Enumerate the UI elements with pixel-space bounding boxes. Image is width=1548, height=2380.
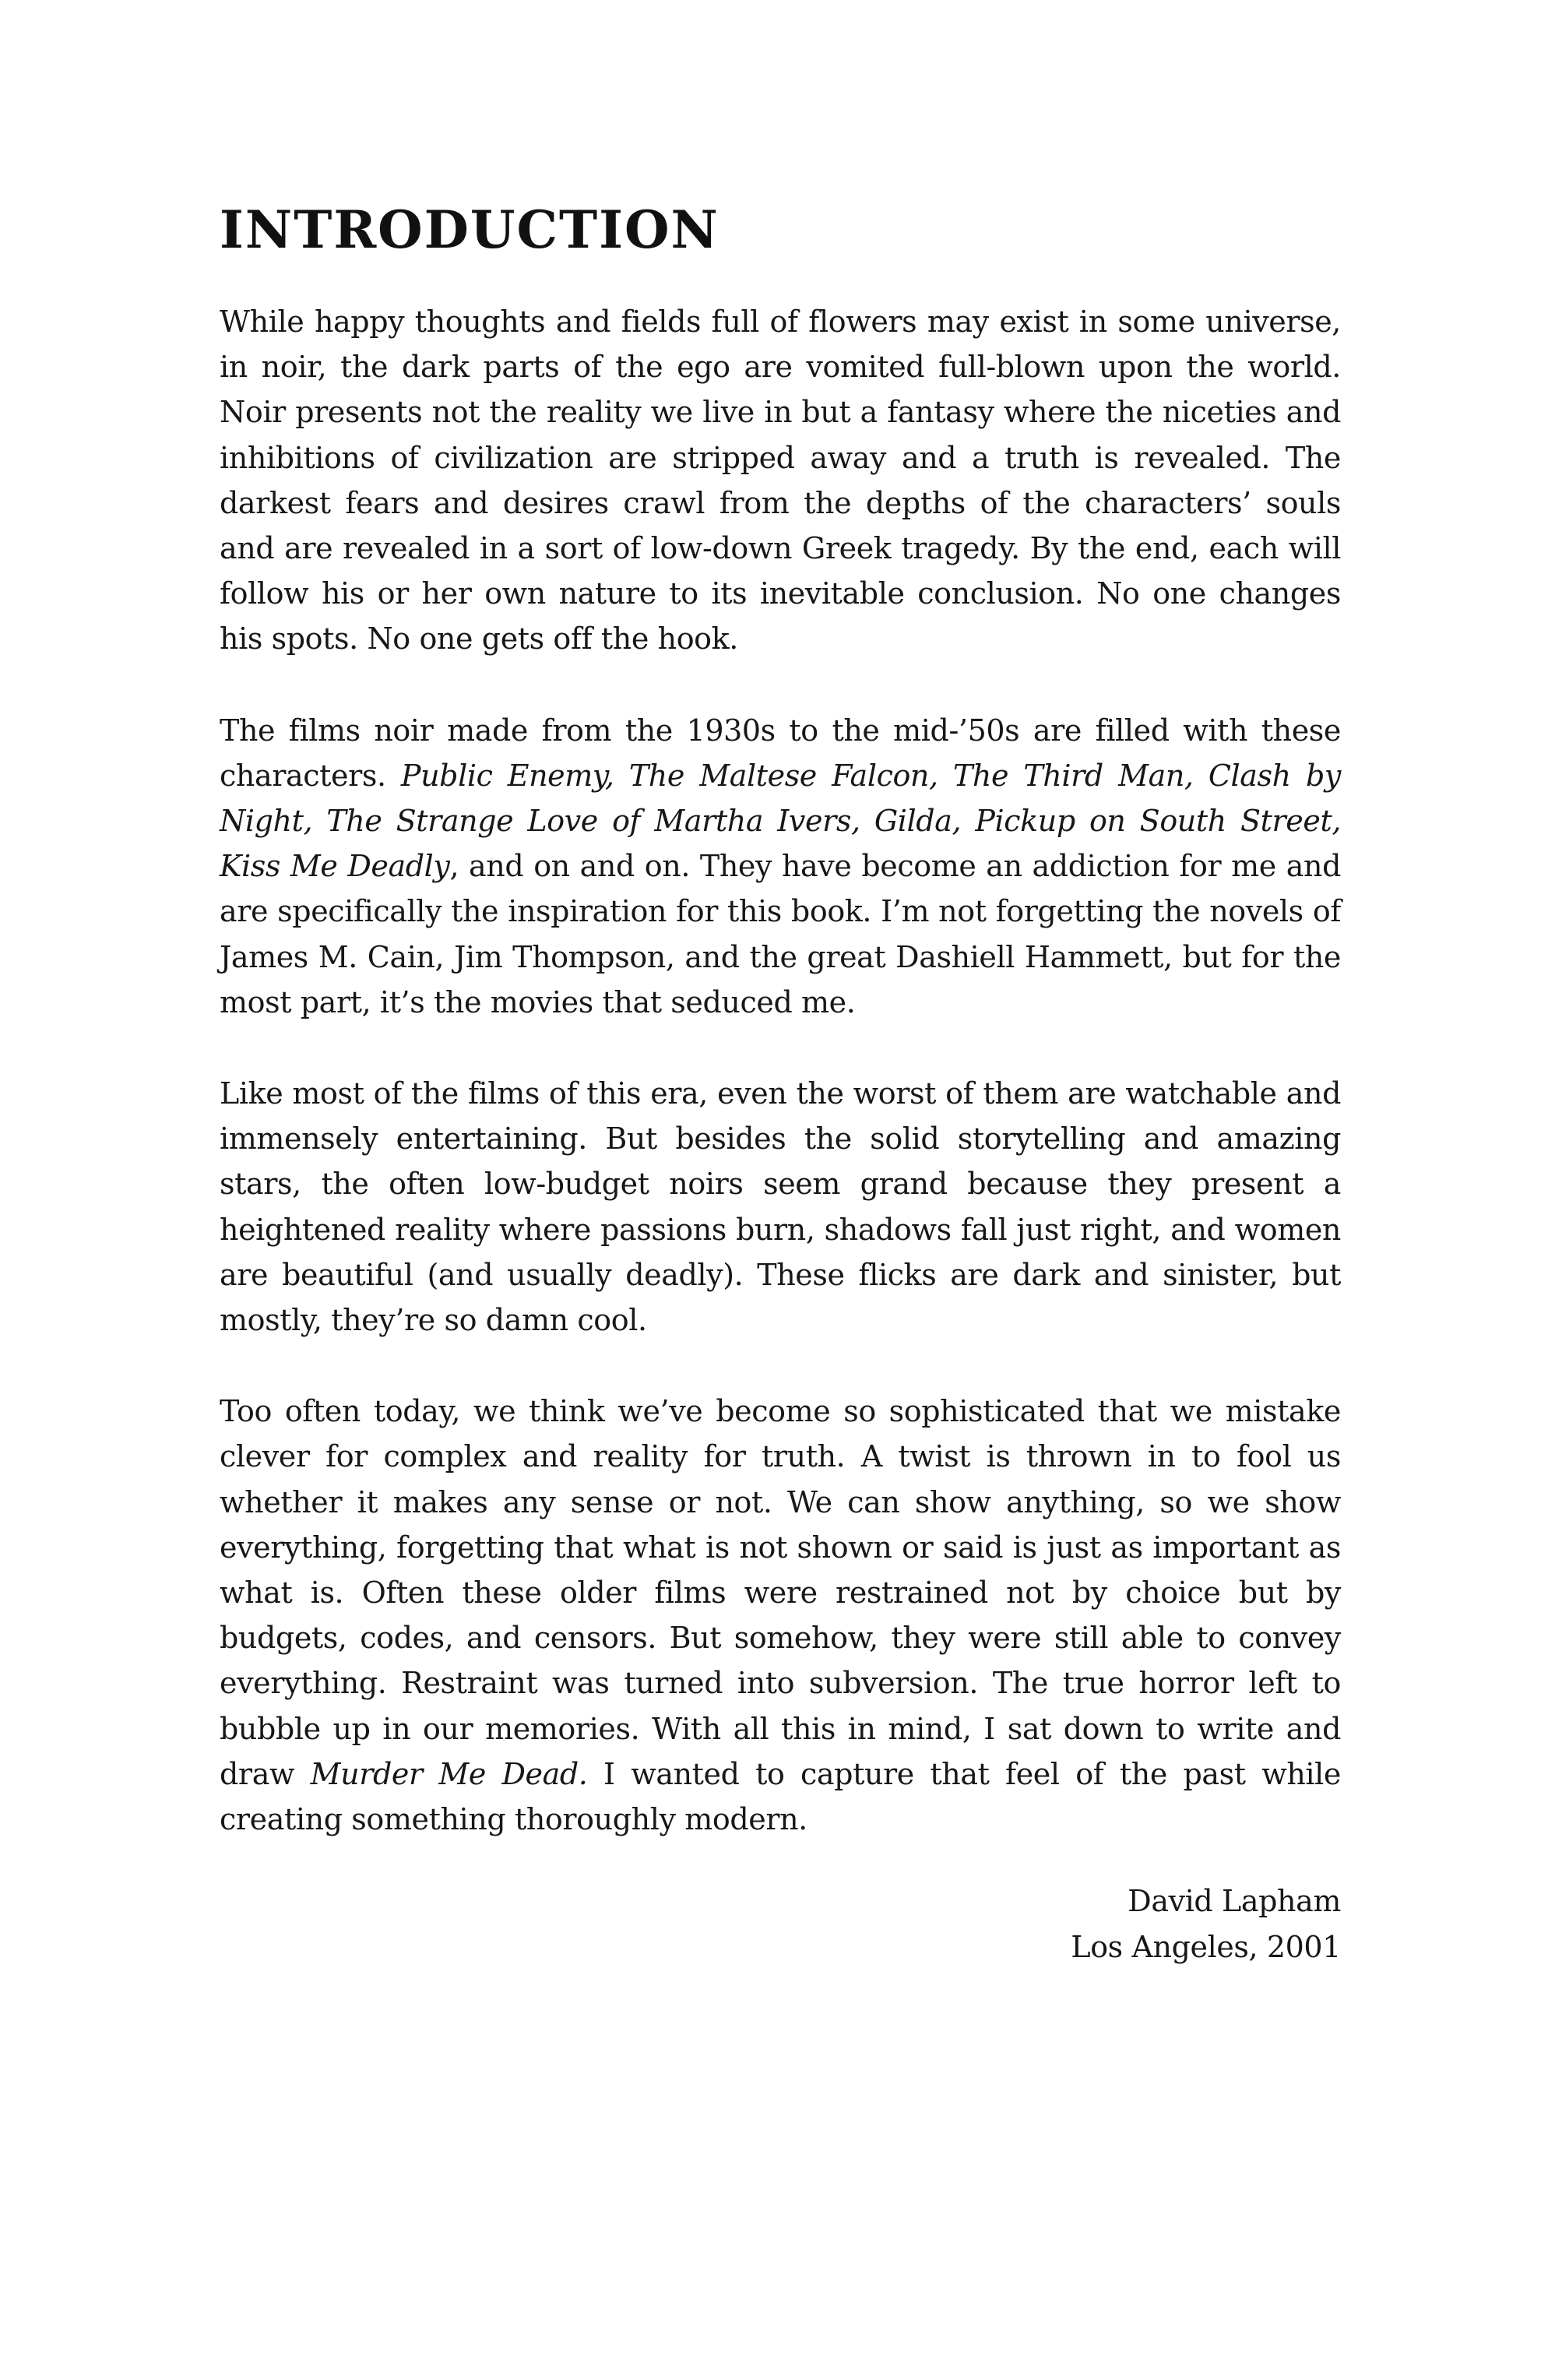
film-titles: Public Enemy, The Maltese Falcon, The Third Man, Clash by Night, The Strange Love of Martha Ivers, Gilda, Pickup on South Street, Kiss Me Deadly xyxy=(220,758,1342,884)
author-name: David Lapham xyxy=(1128,1884,1341,1919)
paragraph-4 xyxy=(220,1389,1341,1842)
place-date: Los Angeles, 2001 xyxy=(1071,1929,1341,1964)
paragraph-1: While happy thoughts and fields full of flowers may exist in some universe, in noir, the dark parts of the ego are vomited full-blown upon the world. Noir presents not the reality we live in but a fantasy where the niceties and inhibitions of civilization are stripped away and a truth is revealed. The darkest fears and desires crawl from the depths of the characters’ souls and are revealed in a sort of low-down Greek tragedy. By the end, each will follow his or her own nature to its inevitable conclusion. No one changes his spots. No one gets off the hook. xyxy=(220,305,1341,657)
paragraph-2-text-after: , and on and on. They have become an addiction for me and are specifically the inspiration for this book. I’m not forgetting the novels of James M. Cain, Jim Thompson, and the great Dashiell Hammett, but for the most part, it’s the movies that seduced me. xyxy=(220,849,1341,1019)
paragraph-3: Like most of the films of this era, even the worst of them are watchable and immensely entertaining. But besides the solid storytelling and amazing stars, the often low-budget noirs seem grand because they present a heightened reality where passions burn, shadows fall just right, and women are beautiful (and usually deadly). These flicks are dark and sinister, but mostly, they’re so damn cool. xyxy=(220,1076,1341,1338)
paragraph-4-text-after: I wanted to capture that feel of the past while creating something thoroughly modern. xyxy=(220,1756,1341,1837)
signature-block xyxy=(220,1878,1341,1969)
book-title: Murder Me Dead. xyxy=(310,1756,588,1791)
paragraph-2 xyxy=(220,708,1341,1025)
page-title: INTRODUCTION xyxy=(220,199,719,260)
introduction-page xyxy=(220,195,1341,1970)
paragraph-2-text-before: The films noir made from the 1930s to the mid-’50s are filled with these characters. xyxy=(220,713,1341,793)
paragraph-4-text-before: Too often today, we think we’ve become so sophisticated that we mistake clever for complex and reality for truth. A twist is thrown in to fool us whether it makes any sense or not. We can show anything, so we show everything, forgetting that what is not shown or said is just as important as what is. Often these older films were restrained not by choice but by budgets, codes, and censors. But somehow, they were still able to convey everything. Restraint was turned into subversion. The true horror left to bubble up in our memories. With all this in mind, I sat down to write and draw xyxy=(220,1394,1341,1791)
